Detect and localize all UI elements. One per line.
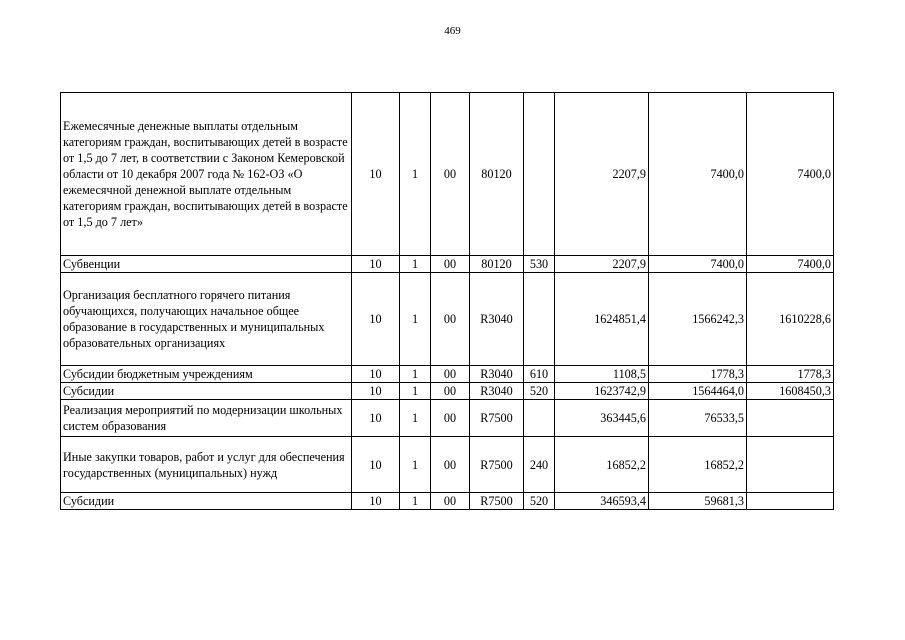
target-code: R3040 xyxy=(470,366,524,383)
subsection-code: 1 xyxy=(400,256,431,273)
row-name: Иные закупки товаров, работ и услуг для обеспечения государственных (муниципальных) нужд xyxy=(61,437,352,493)
program-code: 00 xyxy=(431,93,470,256)
amount-2: 1566242,3 xyxy=(649,273,747,366)
amount-3: 7400,0 xyxy=(747,256,834,273)
table-row xyxy=(61,366,834,383)
row-name: Субсидии xyxy=(61,493,352,510)
amount-2: 1778,3 xyxy=(649,366,747,383)
amount-3: 1608450,3 xyxy=(747,383,834,400)
amount-1: 1624851,4 xyxy=(555,273,649,366)
section-code: 10 xyxy=(352,366,400,383)
section-code: 10 xyxy=(352,437,400,493)
target-code: R3040 xyxy=(470,273,524,366)
section-code: 10 xyxy=(352,93,400,256)
amount-3: 1610228,6 xyxy=(747,273,834,366)
expense-type xyxy=(524,273,555,366)
target-code: 80120 xyxy=(470,256,524,273)
amount-2: 7400,0 xyxy=(649,93,747,256)
program-code: 00 xyxy=(431,437,470,493)
subsection-code: 1 xyxy=(400,273,431,366)
row-name: Реализация мероприятий по модернизации школьных систем образования xyxy=(61,400,352,437)
table-row xyxy=(61,273,834,366)
row-name: Субвенции xyxy=(61,256,352,273)
program-code: 00 xyxy=(431,493,470,510)
amount-1: 2207,9 xyxy=(555,93,649,256)
amount-1: 363445,6 xyxy=(555,400,649,437)
amount-3: 7400,0 xyxy=(747,93,834,256)
section-code: 10 xyxy=(352,400,400,437)
expense-type: 520 xyxy=(524,493,555,510)
amount-3 xyxy=(747,400,834,437)
amount-3 xyxy=(747,437,834,493)
subsection-code: 1 xyxy=(400,493,431,510)
expense-type xyxy=(524,93,555,256)
table-row xyxy=(61,437,834,493)
budget-table xyxy=(60,92,834,510)
expense-type: 520 xyxy=(524,383,555,400)
section-code: 10 xyxy=(352,493,400,510)
amount-2: 1564464,0 xyxy=(649,383,747,400)
expense-type: 610 xyxy=(524,366,555,383)
target-code: R7500 xyxy=(470,400,524,437)
program-code: 00 xyxy=(431,383,470,400)
table-row xyxy=(61,400,834,437)
expense-type: 240 xyxy=(524,437,555,493)
program-code: 00 xyxy=(431,400,470,437)
amount-3: 1778,3 xyxy=(747,366,834,383)
target-code: R3040 xyxy=(470,383,524,400)
amount-1: 16852,2 xyxy=(555,437,649,493)
expense-type xyxy=(524,400,555,437)
row-name: Субсидии бюджетным учреждениям xyxy=(61,366,352,383)
subsection-code: 1 xyxy=(400,437,431,493)
row-name: Организация бесплатного горячего питания обучающихся, получающих начальное общее образование в государственных и муниципальных образовательных организациях xyxy=(61,273,352,366)
amount-1: 1108,5 xyxy=(555,366,649,383)
table-row xyxy=(61,383,834,400)
subsection-code: 1 xyxy=(400,400,431,437)
amount-3 xyxy=(747,493,834,510)
amount-2: 16852,2 xyxy=(649,437,747,493)
table-row xyxy=(61,493,834,510)
expense-type: 530 xyxy=(524,256,555,273)
amount-1: 2207,9 xyxy=(555,256,649,273)
amount-1: 346593,4 xyxy=(555,493,649,510)
section-code: 10 xyxy=(352,383,400,400)
table-row xyxy=(61,256,834,273)
section-code: 10 xyxy=(352,273,400,366)
row-name: Ежемесячные денежные выплаты отдельным категориям граждан, воспитывающих детей в возрасте от 1,5 до 7 лет, в соответствии с Законом Кемеровской области от 10 декабря 2007 года № 162-ОЗ «О ежемесячной денежной выплате отдельным категориям граждан, воспитывающих детей в возрасте от 1,5 до 7 лет» xyxy=(61,93,352,256)
amount-2: 76533,5 xyxy=(649,400,747,437)
target-code: R7500 xyxy=(470,437,524,493)
amount-2: 59681,3 xyxy=(649,493,747,510)
subsection-code: 1 xyxy=(400,93,431,256)
program-code: 00 xyxy=(431,256,470,273)
program-code: 00 xyxy=(431,366,470,383)
table-row xyxy=(61,93,834,256)
row-name: Субсидии xyxy=(61,383,352,400)
target-code: R7500 xyxy=(470,493,524,510)
section-code: 10 xyxy=(352,256,400,273)
subsection-code: 1 xyxy=(400,366,431,383)
page-number: 469 xyxy=(444,25,461,37)
program-code: 00 xyxy=(431,273,470,366)
amount-1: 1623742,9 xyxy=(555,383,649,400)
subsection-code: 1 xyxy=(400,383,431,400)
target-code: 80120 xyxy=(470,93,524,256)
amount-2: 7400,0 xyxy=(649,256,747,273)
